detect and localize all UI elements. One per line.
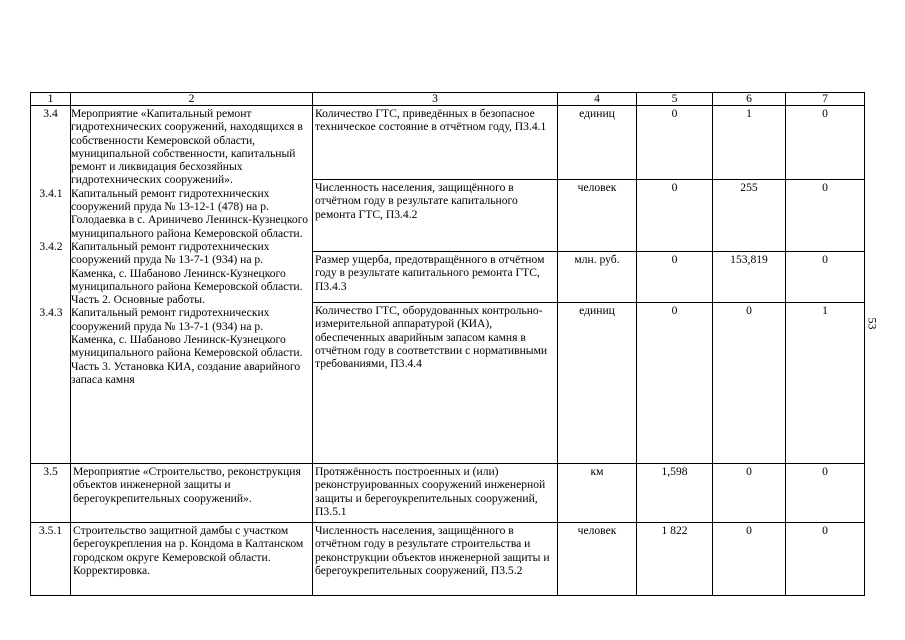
sub-measure-number: 3.4.1 bbox=[39, 186, 63, 200]
indicator-value-7: 0 bbox=[786, 106, 865, 180]
sub-measure bbox=[31, 187, 310, 240]
row-number: 3.5 bbox=[31, 464, 71, 523]
indicator-name: Протяжённость построенных и (или) реконструированных сооружений инженерной защиты и берегоукрепительных сооружений, П3.5.1 bbox=[313, 464, 558, 523]
sub-measure bbox=[31, 240, 310, 306]
table-header-row bbox=[31, 93, 865, 106]
table-row bbox=[31, 523, 865, 596]
measure-description bbox=[39, 106, 313, 464]
indicator-value-5: 0 bbox=[637, 106, 713, 180]
measure-title: Мероприятие «Капитальный ремонт гидротехнических сооружений, находящихся в собственности Кемеровской области, муниципальной собственности, капитальный ремонт и ликвидация бесхозяйных гидротехнических сооружений». bbox=[71, 107, 303, 187]
sub-measure-text: Капитальный ремонт гидротехнических сооружений пруда № 13-7-1 (934) на р. Каменка, с. Шабаново Ленинск-Кузнецкого муниципального района Кемеровской области. Часть 3. Установка КИА, создание аварийного запаса камня bbox=[71, 306, 303, 386]
header-cell: 4 bbox=[558, 93, 637, 106]
indicator-value-5: 1,598 bbox=[637, 464, 713, 523]
indicator-value-7: 0 bbox=[786, 180, 865, 252]
indicator-name: Численность населения, защищённого в отчётном году в результате строительства и реконструкции объектов инженерной защиты и берегоукрепительных сооружений, П3.5.2 bbox=[313, 523, 558, 596]
indicator-value-5: 1 822 bbox=[637, 523, 713, 596]
indicator-unit: единиц bbox=[558, 303, 637, 464]
indicator-value-6: 153,819 bbox=[713, 252, 786, 303]
sub-measure bbox=[31, 306, 310, 386]
header-cell: 7 bbox=[786, 93, 865, 106]
sub-measure-text: Капитальный ремонт гидротехнических сооружений пруда № 13-7-1 (934) на р. Каменка, с. Шабаново Ленинск-Кузнецкого муниципального района Кемеровской области. Часть 2. Основные работы. bbox=[71, 239, 303, 307]
page-number: 53 bbox=[865, 317, 880, 330]
indicator-value-6: 255 bbox=[713, 180, 786, 252]
indicator-value-7: 0 bbox=[786, 523, 865, 596]
indicator-unit: км bbox=[558, 464, 637, 523]
measure-main bbox=[71, 107, 310, 187]
indicator-unit: единиц bbox=[558, 106, 637, 180]
indicator-value-5: 0 bbox=[637, 303, 713, 464]
indicator-name: Размер ущерба, предотвращённого в отчётном году в результате капитального ремонта ГТС, П3.4.3 bbox=[313, 252, 558, 303]
indicator-value-6: 0 bbox=[713, 523, 786, 596]
indicator-value-7: 0 bbox=[786, 252, 865, 303]
indicator-name: Количество ГТС, оборудованных контрольно-измерительной аппаратурой (КИА), обеспеченных аварийным запасом камня в отчётном году в соответствии с нормативными требованиями, П3.4.4 bbox=[313, 303, 558, 464]
indicator-name: Численность населения, защищённого в отчётном году в результате капитального ремонта ГТС, П3.4.2 bbox=[313, 180, 558, 252]
row-number: 3.5.1 bbox=[31, 523, 71, 596]
sub-measure-number: 3.4.2 bbox=[39, 239, 63, 253]
sub-measure-number: 3.4.3 bbox=[39, 306, 63, 320]
header-cell: 3 bbox=[313, 93, 558, 106]
indicator-value-7: 0 bbox=[786, 464, 865, 523]
header-cell: 2 bbox=[71, 93, 313, 106]
indicator-value-5: 0 bbox=[637, 180, 713, 252]
header-cell: 1 bbox=[31, 93, 71, 106]
indicator-unit: млн. руб. bbox=[558, 252, 637, 303]
table-row bbox=[31, 464, 865, 523]
indicator-value-5: 0 bbox=[637, 252, 713, 303]
sub-measure-text: Капитальный ремонт гидротехнических сооружений пруда № 13-12-1 (478) на р. Голодаевка в с. Ариничево Ленинск-Кузнецкого муниципального района Кемеровской области. bbox=[71, 186, 308, 240]
indicator-unit: человек bbox=[558, 523, 637, 596]
indicators-table bbox=[30, 92, 865, 596]
indicator-unit: человек bbox=[558, 180, 637, 252]
header-cell: 6 bbox=[713, 93, 786, 106]
measure-title: Мероприятие «Строительство, реконструкция объектов инженерной защиты и берегоукрепительных сооружений». bbox=[71, 464, 313, 523]
indicator-value-6: 0 bbox=[713, 303, 786, 464]
indicator-value-6: 0 bbox=[713, 464, 786, 523]
indicator-value-6: 1 bbox=[713, 106, 786, 180]
table-row bbox=[31, 106, 865, 180]
indicator-value-7: 1 bbox=[786, 303, 865, 464]
header-cell: 5 bbox=[637, 93, 713, 106]
sub-measure-text: Строительство защитной дамбы с участком берегоукрепления на р. Кондома в Калтанском городском округе Кемеровской области. Корректировка. bbox=[71, 523, 313, 596]
indicator-name: Количество ГТС, приведённых в безопасное техническое состояние в отчётном году, П3.4.1 bbox=[313, 106, 558, 180]
row-number: 3.4 bbox=[31, 106, 71, 464]
